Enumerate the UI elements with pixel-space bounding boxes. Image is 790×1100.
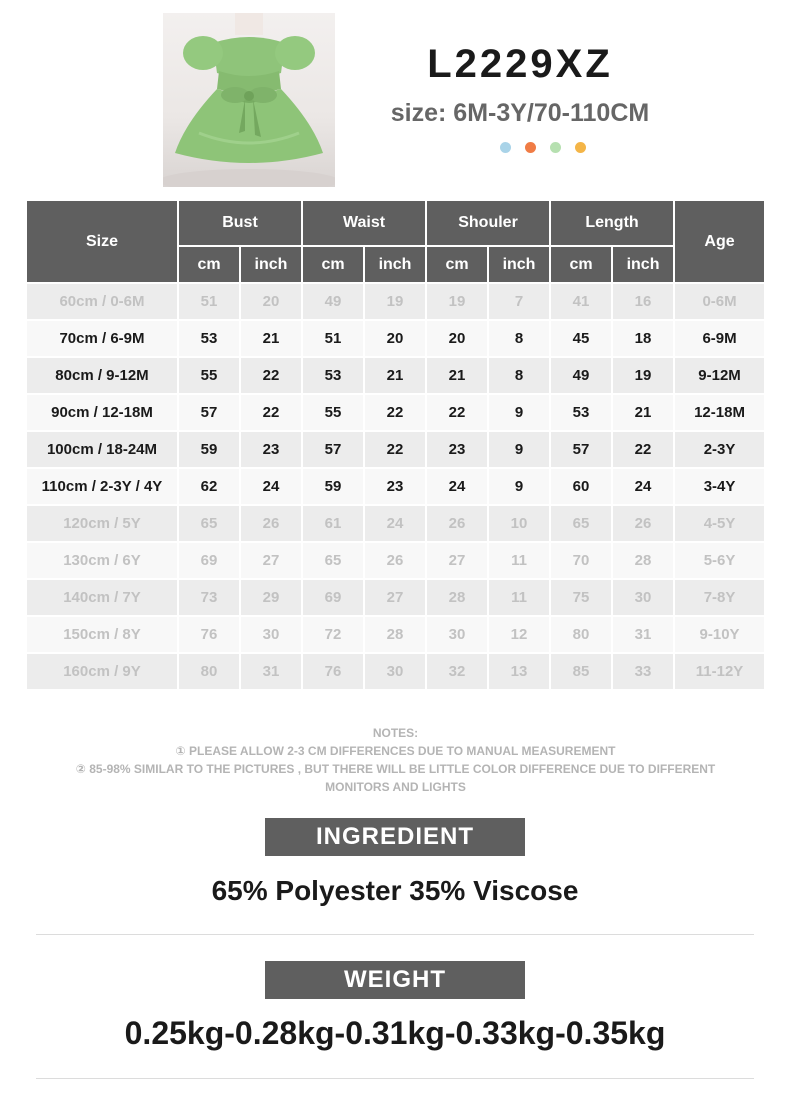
waist-cm-cell: 61 [302,505,364,542]
shoulder-cm-cell: 27 [426,542,488,579]
table-row [26,394,765,431]
notes-line-2: ② 85-98% SIMILAR TO THE PICTURES , BUT THERE WILL BE LITTLE COLOR DIFFERENCE DUE TO DIFFERENT [75,762,716,776]
size-chart-table [25,199,766,691]
waist-cm-cell: 59 [302,468,364,505]
age-cell: 0-6M [674,283,765,320]
divider [36,934,754,935]
weight-value: 0.25kg-0.28kg-0.31kg-0.33kg-0.35kg [124,1015,666,1051]
waist-inch-cell: 26 [364,542,426,579]
bust-inch-cell: 22 [240,357,302,394]
shoulder-cm-cell: 19 [426,283,488,320]
subheader-cm: cm [426,246,488,283]
age-cell: 6-9M [674,320,765,357]
age-cell: 3-4Y [674,468,765,505]
shoulder-inch-cell: 13 [488,653,550,690]
size-cell: 70cm / 6-9M [26,320,178,357]
age-cell: 9-10Y [674,616,765,653]
bust-cm-cell: 55 [178,357,240,394]
shoulder-cm-cell: 24 [426,468,488,505]
size-cell: 130cm / 6Y [26,542,178,579]
length-inch-cell: 33 [612,653,674,690]
subheader-inch: inch [612,246,674,283]
bust-inch-cell: 27 [240,542,302,579]
shoulder-inch-cell: 12 [488,616,550,653]
bust-inch-cell: 30 [240,616,302,653]
bust-cm-cell: 73 [178,579,240,616]
size-cell: 90cm / 12-18M [26,394,178,431]
age-cell: 4-5Y [674,505,765,542]
shoulder-inch-cell: 8 [488,320,550,357]
shoulder-cm-cell: 26 [426,505,488,542]
length-cm-cell: 57 [550,431,612,468]
length-inch-cell: 24 [612,468,674,505]
shoulder-cm-cell: 20 [426,320,488,357]
waist-cm-cell: 57 [302,431,364,468]
shoulder-inch-cell: 11 [488,542,550,579]
divider [36,1078,754,1079]
header-bust: Bust [178,200,302,246]
bust-inch-cell: 22 [240,394,302,431]
bust-cm-cell: 65 [178,505,240,542]
length-cm-cell: 80 [550,616,612,653]
age-cell: 9-12M [674,357,765,394]
length-cm-cell: 45 [550,320,612,357]
bust-inch-cell: 26 [240,505,302,542]
length-inch-cell: 18 [612,320,674,357]
bust-cm-cell: 76 [178,616,240,653]
header-length: Length [550,200,674,246]
shoulder-inch-cell: 9 [488,431,550,468]
shoulder-cm-cell: 28 [426,579,488,616]
table-row [26,283,765,320]
waist-inch-cell: 23 [364,468,426,505]
age-cell: 5-6Y [674,542,765,579]
bust-inch-cell: 23 [240,431,302,468]
ingredient-value: 65% Polyester 35% Viscose [211,875,579,906]
waist-cm-cell: 53 [302,357,364,394]
waist-inch-cell: 28 [364,616,426,653]
shoulder-inch-cell: 11 [488,579,550,616]
ingredient-banner: INGREDIENT [265,818,525,856]
weight-banner: WEIGHT [265,961,525,999]
length-inch-cell: 22 [612,431,674,468]
waist-inch-cell: 21 [364,357,426,394]
waist-cm-cell: 65 [302,542,364,579]
waist-cm-cell: 51 [302,320,364,357]
green-party-dress-image [163,13,335,187]
length-inch-cell: 30 [612,579,674,616]
table-row [26,468,765,505]
color-swatch-4[interactable] [575,142,586,153]
length-cm-cell: 53 [550,394,612,431]
size-cell: 100cm / 18-24M [26,431,178,468]
header-shoulder: Shouler [426,200,550,246]
size-cell: 110cm / 2-3Y / 4Y [26,468,178,505]
shoulder-cm-cell: 21 [426,357,488,394]
shoulder-inch-cell: 9 [488,394,550,431]
color-swatch-2[interactable] [525,142,536,153]
size-cell: 80cm / 9-12M [26,357,178,394]
color-swatch-3[interactable] [550,142,561,153]
waist-cm-cell: 72 [302,616,364,653]
subheader-cm: cm [302,246,364,283]
waist-inch-cell: 30 [364,653,426,690]
length-inch-cell: 19 [612,357,674,394]
product-photo [163,13,335,187]
notes-line-1: ① PLEASE ALLOW 2-3 CM DIFFERENCES DUE TO MANUAL MEASUREMENT [175,744,616,758]
waist-cm-cell: 76 [302,653,364,690]
header-size: Size [26,200,178,283]
size-rows [26,283,765,690]
bust-inch-cell: 24 [240,468,302,505]
age-cell: 12-18M [674,394,765,431]
notes-title: NOTES: [372,726,419,740]
table-row [26,431,765,468]
waist-cm-cell: 55 [302,394,364,431]
bust-cm-cell: 80 [178,653,240,690]
bust-cm-cell: 69 [178,542,240,579]
length-inch-cell: 16 [612,283,674,320]
table-row [26,505,765,542]
waist-inch-cell: 27 [364,579,426,616]
subheader-cm: cm [550,246,612,283]
subheader-inch: inch [488,246,550,283]
length-cm-cell: 49 [550,357,612,394]
age-cell: 11-12Y [674,653,765,690]
waist-inch-cell: 20 [364,320,426,357]
shoulder-inch-cell: 7 [488,283,550,320]
length-cm-cell: 65 [550,505,612,542]
shoulder-cm-cell: 23 [426,431,488,468]
color-swatch-1[interactable] [500,142,511,153]
bust-inch-cell: 29 [240,579,302,616]
waist-inch-cell: 24 [364,505,426,542]
size-cell: 160cm / 9Y [26,653,178,690]
subheader-inch: inch [240,246,302,283]
bust-cm-cell: 59 [178,431,240,468]
shoulder-cm-cell: 32 [426,653,488,690]
notes-line-3: MONITORS AND LIGHTS [325,780,466,794]
size-cell: 140cm / 7Y [26,579,178,616]
color-options [500,142,586,153]
bust-cm-cell: 51 [178,283,240,320]
length-inch-cell: 26 [612,505,674,542]
length-cm-cell: 60 [550,468,612,505]
table-row [26,320,765,357]
age-cell: 7-8Y [674,579,765,616]
header-age: Age [674,200,765,283]
bust-cm-cell: 57 [178,394,240,431]
table-row [26,542,765,579]
subheader-cm: cm [178,246,240,283]
length-inch-cell: 28 [612,542,674,579]
waist-inch-cell: 19 [364,283,426,320]
size-cell: 150cm / 8Y [26,616,178,653]
length-cm-cell: 75 [550,579,612,616]
header-waist: Waist [302,200,426,246]
size-range: size: 6M-3Y/70-110CM [390,99,650,127]
size-cell: 60cm / 0-6M [26,283,178,320]
notes [25,724,766,796]
table-row [26,616,765,653]
length-inch-cell: 31 [612,616,674,653]
shoulder-inch-cell: 8 [488,357,550,394]
shoulder-cm-cell: 22 [426,394,488,431]
waist-inch-cell: 22 [364,394,426,431]
age-cell: 2-3Y [674,431,765,468]
product-code: L2229XZ [427,42,613,86]
bust-cm-cell: 53 [178,320,240,357]
shoulder-cm-cell: 30 [426,616,488,653]
subheader-inch: inch [364,246,426,283]
bust-inch-cell: 20 [240,283,302,320]
table-row [26,579,765,616]
waist-cm-cell: 69 [302,579,364,616]
size-cell: 120cm / 5Y [26,505,178,542]
waist-inch-cell: 22 [364,431,426,468]
length-cm-cell: 70 [550,542,612,579]
length-cm-cell: 41 [550,283,612,320]
shoulder-inch-cell: 10 [488,505,550,542]
bust-inch-cell: 21 [240,320,302,357]
length-inch-cell: 21 [612,394,674,431]
bust-cm-cell: 62 [178,468,240,505]
length-cm-cell: 85 [550,653,612,690]
shoulder-inch-cell: 9 [488,468,550,505]
waist-cm-cell: 49 [302,283,364,320]
bust-inch-cell: 31 [240,653,302,690]
table-row [26,357,765,394]
table-row [26,653,765,690]
